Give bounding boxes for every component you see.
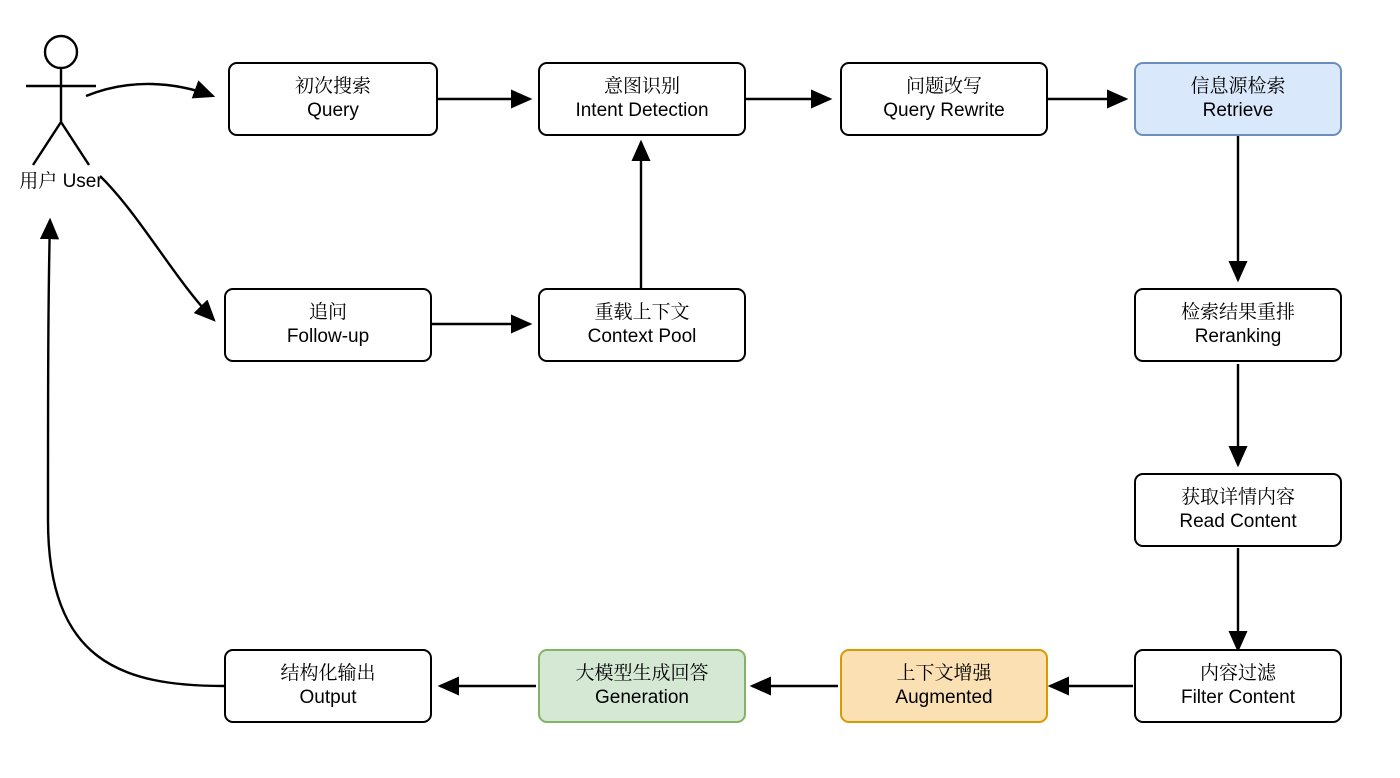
node-reranking[interactable]	[1134, 288, 1342, 362]
user-label-en: User	[62, 171, 103, 192]
node-filter-en: Filter Content	[1180, 687, 1296, 708]
node-query-cn: 初次搜索	[294, 75, 371, 97]
node-followup-en: Follow-up	[286, 326, 370, 347]
node-generation[interactable]	[538, 649, 746, 723]
user-actor-label	[1, 170, 121, 194]
node-filter-content[interactable]	[1134, 649, 1342, 723]
node-output-cn: 结构化输出	[280, 662, 376, 684]
node-intent-cn: 意图识别	[603, 75, 680, 97]
node-read-cn: 获取详情内容	[1180, 486, 1295, 508]
node-context-pool[interactable]	[538, 288, 746, 362]
user-label-cn: 用户	[19, 171, 58, 192]
node-read-content[interactable]	[1134, 473, 1342, 547]
node-rerank-en: Reranking	[1194, 326, 1282, 347]
edge-user-to-query	[86, 84, 213, 96]
node-read-en: Read Content	[1179, 511, 1297, 532]
node-generation-cn: 大模型生成回答	[575, 662, 709, 684]
node-context-en: Context Pool	[587, 326, 697, 347]
node-rewrite-en: Query Rewrite	[883, 100, 1005, 121]
node-augmented[interactable]	[840, 649, 1048, 723]
edge-user-to-followup	[100, 176, 214, 320]
user-actor-icon	[26, 36, 96, 165]
node-augmented-en: Augmented	[895, 687, 993, 708]
node-query-rewrite[interactable]	[840, 62, 1048, 136]
node-rerank-cn: 检索结果重排	[1180, 301, 1295, 323]
node-retrieve-en: Retrieve	[1202, 100, 1274, 121]
node-output[interactable]	[224, 649, 432, 723]
node-retrieve[interactable]	[1134, 62, 1342, 136]
node-filter-cn: 内容过滤	[1199, 662, 1276, 684]
node-query-en: Query	[307, 100, 359, 121]
node-followup-cn: 追问	[308, 301, 347, 323]
node-retrieve-cn: 信息源检索	[1190, 75, 1286, 97]
node-context-cn: 重载上下文	[594, 301, 690, 323]
node-output-en: Output	[299, 687, 357, 708]
node-intent-detection[interactable]	[538, 62, 746, 136]
node-generation-en: Generation	[594, 687, 689, 708]
edge-output-to-user	[48, 220, 224, 686]
node-follow-up[interactable]	[224, 288, 432, 362]
node-augmented-cn: 上下文增强	[896, 662, 992, 684]
node-rewrite-cn: 问题改写	[905, 75, 982, 97]
node-intent-en: Intent Detection	[575, 100, 709, 121]
node-query[interactable]	[228, 62, 438, 136]
